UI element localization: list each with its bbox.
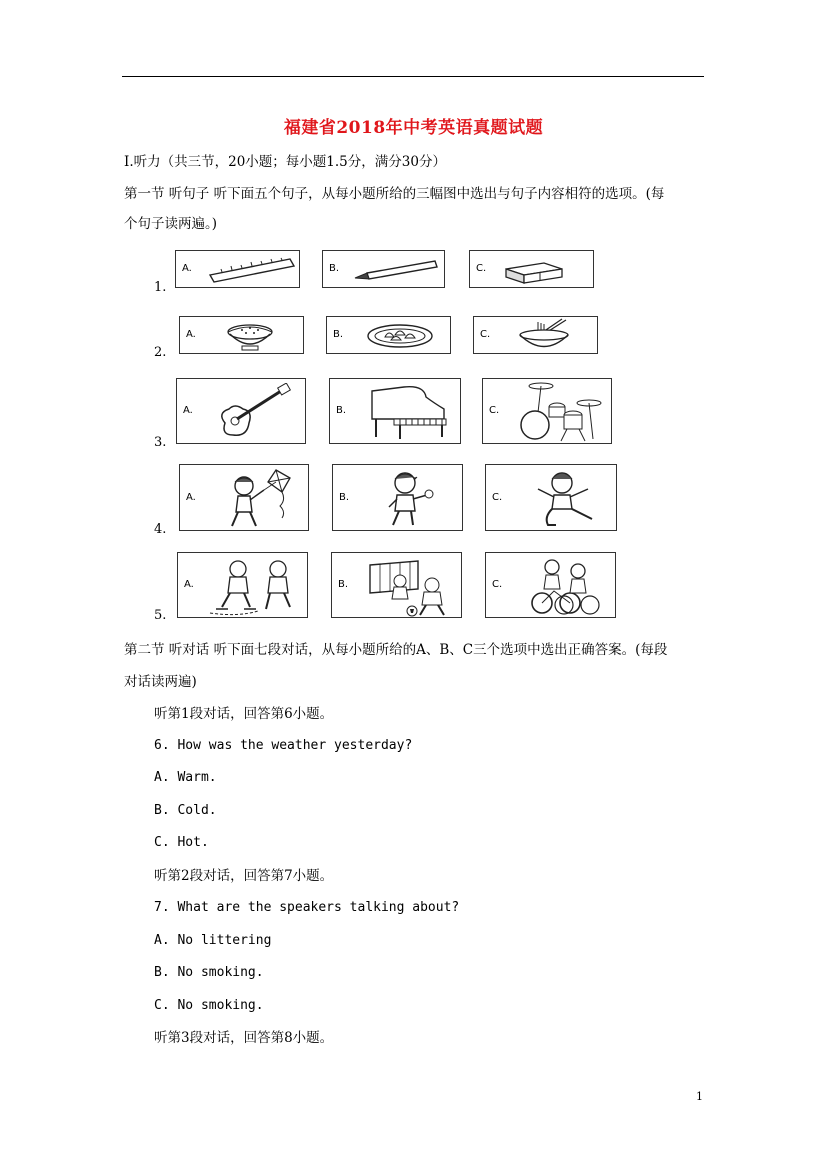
question-number: 4. (154, 522, 167, 537)
drums-icon (513, 381, 609, 443)
option-box[interactable] (485, 552, 616, 618)
option-box[interactable] (332, 464, 463, 531)
option-label: C. (489, 404, 500, 416)
option-box[interactable] (179, 316, 304, 354)
eraser-icon (500, 257, 570, 285)
option-label: C. (492, 491, 503, 503)
option-box[interactable] (176, 378, 306, 444)
section-header: Ⅰ.听力（共三节，20小题；每小题1.5分，满分30分） (124, 154, 446, 170)
option-label: A. (182, 262, 192, 274)
ruler-icon (208, 257, 296, 283)
kids-cycling-icon (526, 555, 606, 617)
boy-waving-icon (379, 467, 439, 529)
question-number: 3. (154, 435, 167, 450)
option-label: B. (336, 404, 347, 416)
option-label: B. (338, 578, 349, 590)
option-box[interactable] (485, 464, 617, 531)
option-label: A. (186, 328, 196, 340)
option-box[interactable] (177, 552, 308, 618)
part1-intro-line2: 个句子读两遍。) (124, 216, 218, 232)
dialogue-3-intro: 听第3段对话，回答第8小题。 (154, 1030, 334, 1046)
question-number: 1. (154, 280, 167, 295)
question-6-option-b[interactable]: B. Cold. (154, 803, 217, 818)
option-label: A. (184, 578, 194, 590)
boy-dancing-icon (526, 467, 602, 529)
question-number: 2. (154, 345, 167, 360)
option-box[interactable] (473, 316, 598, 354)
page-title: 福建省2018年中考英语真题试题 (283, 118, 544, 138)
piano-icon (364, 383, 454, 441)
rice-bowl-icon (220, 320, 280, 352)
question-7-stem: 7. What are the speakers talking about? (154, 900, 460, 915)
option-label: A. (183, 404, 193, 416)
noodles-bowl-icon (514, 318, 580, 353)
option-box[interactable] (469, 250, 594, 288)
guitar-icon (215, 383, 295, 441)
option-label: C. (476, 262, 487, 274)
option-box[interactable] (179, 464, 309, 531)
option-box[interactable] (331, 552, 462, 618)
dialogue-1-intro: 听第1段对话，回答第6小题。 (154, 706, 334, 722)
option-label: C. (480, 328, 491, 340)
option-box[interactable] (326, 316, 451, 354)
option-box[interactable] (329, 378, 461, 444)
option-label: B. (339, 491, 350, 503)
question-7-option-a[interactable]: A. No littering (154, 933, 272, 948)
kids-skating-icon (208, 555, 304, 617)
header-rule (122, 76, 704, 77)
pencil-icon (351, 259, 441, 281)
question-6-option-a[interactable]: A. Warm. (154, 770, 217, 785)
option-label: A. (186, 491, 196, 503)
page-number: 1 (696, 1090, 703, 1103)
dumplings-plate-icon (365, 322, 435, 350)
kids-soccer-icon (366, 555, 458, 617)
question-6-option-c[interactable]: C. Hot. (154, 835, 209, 850)
question-6-stem: 6. How was the weather yesterday? (154, 738, 413, 753)
boy-kite-icon (220, 468, 300, 530)
option-box[interactable] (482, 378, 612, 444)
option-label: C. (492, 578, 503, 590)
question-number: 5. (154, 608, 167, 623)
question-7-option-b[interactable]: B. No smoking. (154, 965, 264, 980)
part2-intro-line1: 第二节 听对话 听下面七段对话，从每小题所给的A、B、C三个选项中选出正确答案。(每段 (124, 642, 668, 658)
part2-intro-line2: 对话读两遍) (124, 674, 197, 690)
option-label: B. (333, 328, 344, 340)
part1-intro-line1: 第一节 听句子 听下面五个句子，从每小题所给的三幅图中选出与句子内容相符的选项。(每 (124, 186, 665, 202)
option-box[interactable] (175, 250, 300, 288)
question-7-option-c[interactable]: C. No smoking. (154, 998, 264, 1013)
option-box[interactable] (322, 250, 445, 288)
dialogue-2-intro: 听第2段对话，回答第7小题。 (154, 868, 334, 884)
option-label: B. (329, 262, 340, 274)
